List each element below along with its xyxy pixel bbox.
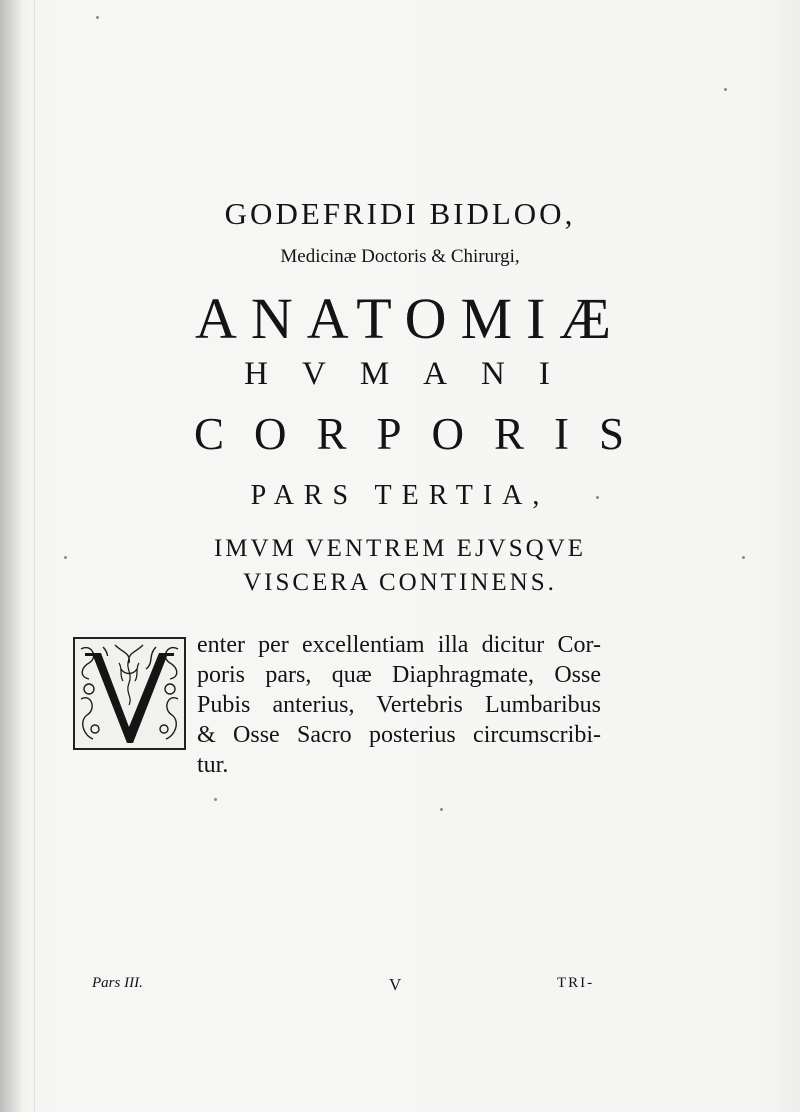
title-line-anatomiae: ANATOMIÆ xyxy=(195,286,625,351)
body-line-1: enter per excellentiam illa dicitur Cor- xyxy=(197,632,601,658)
title-line-humani: HVMANI xyxy=(244,356,584,392)
decorated-initial-v-icon xyxy=(73,637,186,750)
body-line-2: poris pars, quæ Diaphragmate, Osse xyxy=(197,662,601,688)
author-name: GODEFRIDI BIDLOO, xyxy=(224,196,576,231)
paper-speck xyxy=(64,556,67,559)
title-line-pars-tertia: PARS TERTIA, xyxy=(250,480,550,511)
subtitle-line-1: IMVM VENTREM EJVSQVE xyxy=(213,535,587,562)
signature-letter: V xyxy=(389,975,402,994)
paper-speck xyxy=(724,88,727,91)
signature-mark: Pars III. xyxy=(92,975,143,991)
paper-speck xyxy=(214,798,217,801)
author-role: Medicinæ Doctoris & Chirurgi, xyxy=(280,246,520,267)
paper-speck xyxy=(96,16,99,19)
body-line-4: & Osse Sacro posterius circumscribi- xyxy=(197,722,601,748)
body-line-5: tur. xyxy=(197,752,229,778)
title-line-corporis: CORPORIS xyxy=(193,409,655,459)
paper-speck xyxy=(742,556,745,559)
catchword: TRI- xyxy=(557,975,595,991)
paper-speck xyxy=(596,496,599,499)
subtitle-line-2: VISCERA CONTINENS. xyxy=(243,569,557,596)
body-line-3: Pubis anterius, Vertebris Lumbaribus xyxy=(197,692,601,718)
paper-speck xyxy=(440,808,443,811)
